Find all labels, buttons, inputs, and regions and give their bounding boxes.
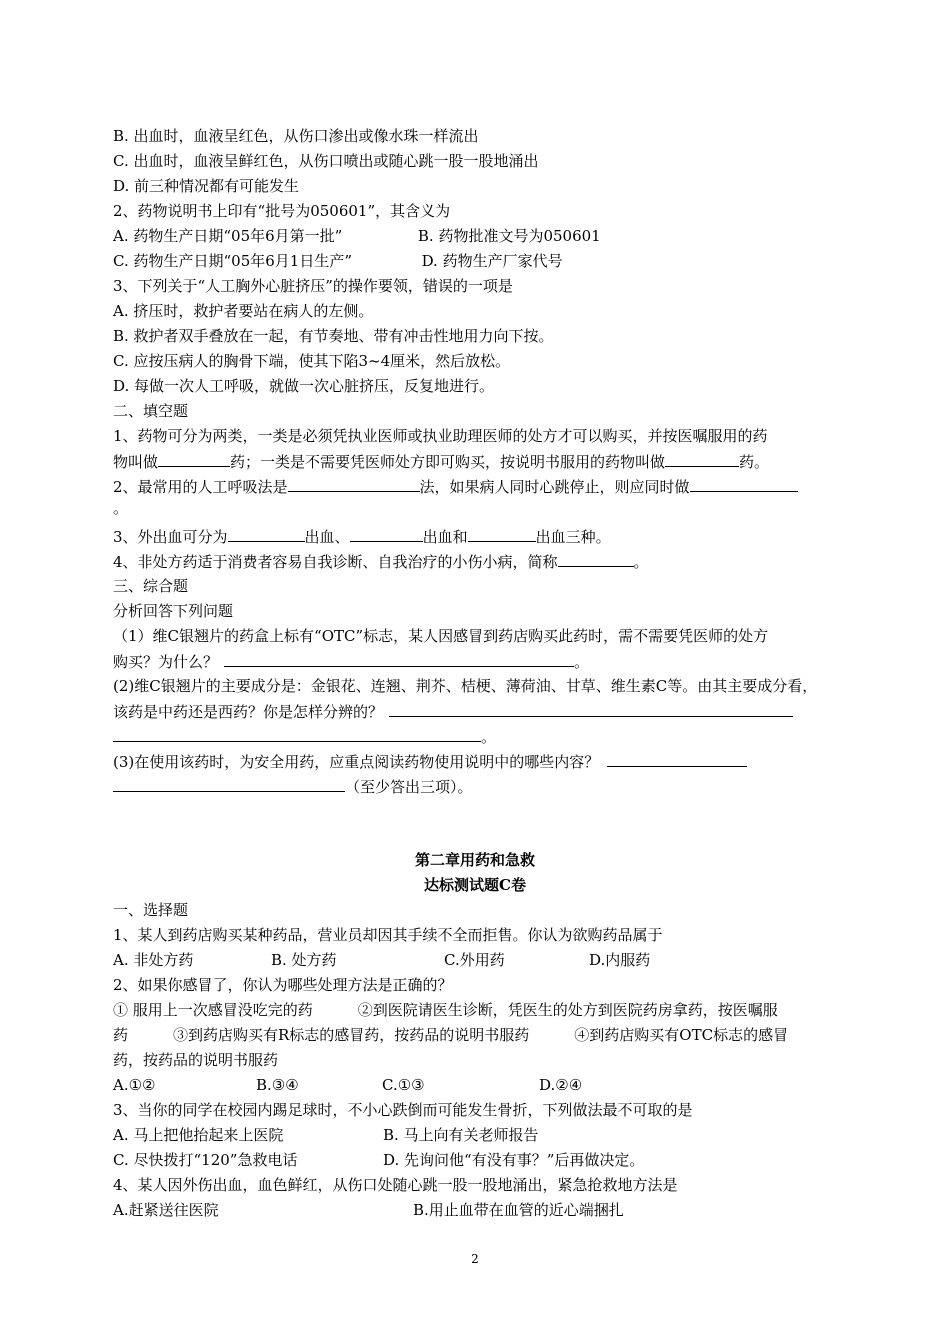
page-number: 2 <box>471 1252 479 1266</box>
fill-q1-text-c: 药。 <box>739 453 770 471</box>
fill-heading: 二、填空题 <box>113 402 189 420</box>
q2-option-a: A. 药物生产日期“05年6月第一批” <box>113 227 343 245</box>
fill-q4-text-b: 。 <box>633 553 649 571</box>
answer-blank[interactable] <box>113 776 345 792</box>
answer-blank[interactable] <box>288 476 420 492</box>
fill-q2-text-a: 2、最常用的人工呼吸法是 <box>113 478 288 496</box>
comp-p3-line1 <box>113 751 747 772</box>
choice-q2-line1: ① 服用上一次感冒没吃完的药 ②到医院请医生诊断，凭医生的处方到医院药房拿药，按医嘱服 <box>113 1001 778 1019</box>
choice-q1-option: C.外用药 <box>444 951 505 969</box>
answer-blank[interactable] <box>350 526 423 542</box>
choice-q1: 1、某人到药店购买某种药品，营业员却因其手续不全而拒售。你认为欲购药品属于 <box>113 926 663 944</box>
choice-q3-option-b: B. 马上向有关老师报告 <box>383 1126 539 1144</box>
comp-p1-line2 <box>113 651 589 672</box>
fill-q4-line <box>113 551 649 572</box>
fill-q1-line2 <box>113 451 769 472</box>
answer-blank[interactable] <box>468 526 536 542</box>
chapter-subtitle: 达标测试题C卷 <box>424 876 526 894</box>
answer-blank[interactable] <box>113 726 481 742</box>
comp-p2-line2 <box>113 701 793 722</box>
choice-q1-options <box>113 950 650 970</box>
answer-blank[interactable] <box>389 701 793 717</box>
comp-p3-end: （至少答出三项）。 <box>345 778 473 796</box>
comp-p2-line3 <box>113 726 496 747</box>
answer-blank[interactable] <box>690 476 798 492</box>
q3-option-d: D. 每做一次人工呼吸，就做一次心脏挤压，反复地进行。 <box>113 377 495 395</box>
choice-q3-options-row2 <box>113 1150 644 1170</box>
q2-options-row1 <box>113 226 601 246</box>
comp-p1-end: 。 <box>574 653 590 671</box>
choice-q2-line2: 药 ③到药店购买有R标志的感冒药，按药品的说明书服药 ④到药店购买有OTC标志的感冒 <box>113 1026 789 1044</box>
answer-blank[interactable] <box>158 451 230 467</box>
comp-p3-text: (3)在使用该药时，为安全用药，应重点阅读药物使用说明中的哪些内容？ <box>113 753 600 771</box>
choice-q2-option: D.②④ <box>539 1076 583 1094</box>
answer-blank[interactable] <box>224 651 574 667</box>
choice-q1-option: A. 非处方药 <box>113 951 194 969</box>
fill-q2-text-b: 法，如果病人同时心跳停止，则应同时做 <box>419 478 690 496</box>
q3-option-a: A. 挤压时，救护者要站在病人的左侧。 <box>113 302 374 320</box>
comp-p2-text: 该药是中药还是西药？你是怎样分辨的？ <box>113 703 384 721</box>
q1-option-d: D. 前三种情况都有可能发生 <box>113 177 300 195</box>
choice-q2-option: A.①② <box>113 1076 156 1094</box>
question-2: 2、药物说明书上印有“批号为050601”，其含义为 <box>113 202 451 220</box>
comp-p2-end: 。 <box>481 728 497 746</box>
question-3: 3、下列关于“人工胸外心脏挤压”的操作要领，错误的一项是 <box>113 277 513 295</box>
choice-q3-option-c: C. 尽快拨打“120”急救电话 <box>113 1151 298 1169</box>
q2-option-b: B. 药物批准文号为050601 <box>417 227 601 245</box>
fill-q4-text-a: 4、非处方药适于消费者容易自我诊断、自我治疗的小伤小病，简称 <box>113 553 558 571</box>
choice-q2-options <box>113 1075 582 1095</box>
choice-q2-option: C.①③ <box>382 1076 425 1094</box>
comp-intro: 分析回答下列问题 <box>113 602 234 620</box>
comp-heading: 三、综合题 <box>113 577 189 595</box>
fill-q3-text-b: 出血、 <box>304 528 350 546</box>
fill-q3-text-c: 出血和 <box>422 528 468 546</box>
choice-q3-options-row1 <box>113 1125 539 1145</box>
choice-q3-option-d: D. 先询问他“有没有事？”后再做决定。 <box>383 1151 645 1169</box>
choice-q3: 3、当你的同学在校园内踢足球时，不小心跌倒而可能发生骨折，下列做法最不可取的是 <box>113 1101 693 1119</box>
choice-q4-option-a: A.赶紧送往医院 <box>113 1201 219 1219</box>
choice-q3-option-a: A. 马上把他抬起来上医院 <box>113 1126 284 1144</box>
q3-option-c: C. 应按压病人的胸骨下端，使其下陷3~4厘米，然后放松。 <box>113 352 511 370</box>
q1-option-b: B. 出血时，血液呈红色，从伤口渗出或像水珠一样流出 <box>113 127 479 145</box>
choice-q2-option: B.③④ <box>256 1076 299 1094</box>
comp-p3-line2 <box>113 776 473 797</box>
q2-option-d: D. 药物生产厂家代号 <box>421 252 563 270</box>
q2-options-row2 <box>113 251 563 271</box>
q1-option-c: C. 出血时，血液呈鲜红色，从伤口喷出或随心跳一股一股地涌出 <box>113 152 539 170</box>
q2-option-c: C. 药物生产日期“05年6月1日生产” <box>113 252 352 270</box>
choice-q2-line3: 药，按药品的说明书服药 <box>113 1051 279 1069</box>
chapter-title: 第二章用药和急救 <box>414 851 535 869</box>
choice-q4: 4、某人因外伤出血，血色鲜红，从伤口处随心跳一股一股地涌出，紧急抢救地方法是 <box>113 1176 678 1194</box>
answer-blank[interactable] <box>228 526 305 542</box>
fill-q2-line <box>113 476 798 497</box>
choice-heading: 一、选择题 <box>113 901 189 919</box>
q3-option-b: B. 救护者双手叠放在一起，有节奏地、带有冲击性地用力向下按。 <box>113 327 554 345</box>
choice-q1-option: D.内服药 <box>589 951 651 969</box>
comp-p2-line1: (2)维C银翘片的主要成分是：金银花、连翘、荆芥、桔梗、薄荷油、甘草、维生素C等。由其主要成分看， <box>113 677 818 695</box>
choice-q1-option: B. 处方药 <box>271 951 337 969</box>
fill-q2-end: 。 <box>113 499 129 517</box>
fill-q1-text-b: 药；一类是不需要凭医师处方即可购买，按说明书服用的药物叫做 <box>230 453 666 471</box>
fill-q1-text-a: 物叫做 <box>113 453 159 471</box>
fill-q3-text-d: 出血三种。 <box>535 528 611 546</box>
comp-p1-line1: （1）维C银翘片的药盒上标有“OTC”标志，某人因感冒到药店购买此药时，需不需要凭医师的处方 <box>113 627 769 645</box>
answer-blank[interactable] <box>607 751 747 767</box>
answer-blank[interactable] <box>558 551 634 567</box>
answer-blank[interactable] <box>665 451 739 467</box>
choice-q4-options <box>113 1200 624 1220</box>
choice-q2: 2、如果你感冒了，你认为哪些处理方法是正确的？ <box>113 976 453 994</box>
comp-p1-text: 购买？为什么？ <box>113 653 219 671</box>
choice-q4-option-b: B.用止血带在血管的近心端捆扎 <box>413 1201 624 1219</box>
fill-q1-line1: 1、药物可分为两类，一类是必须凭执业医师或执业助理医师的处方才可以购买，并按医嘱服用的药 <box>113 427 768 445</box>
fill-q3-text-a: 3、外出血可分为 <box>113 528 228 546</box>
fill-q3-line <box>113 526 611 547</box>
